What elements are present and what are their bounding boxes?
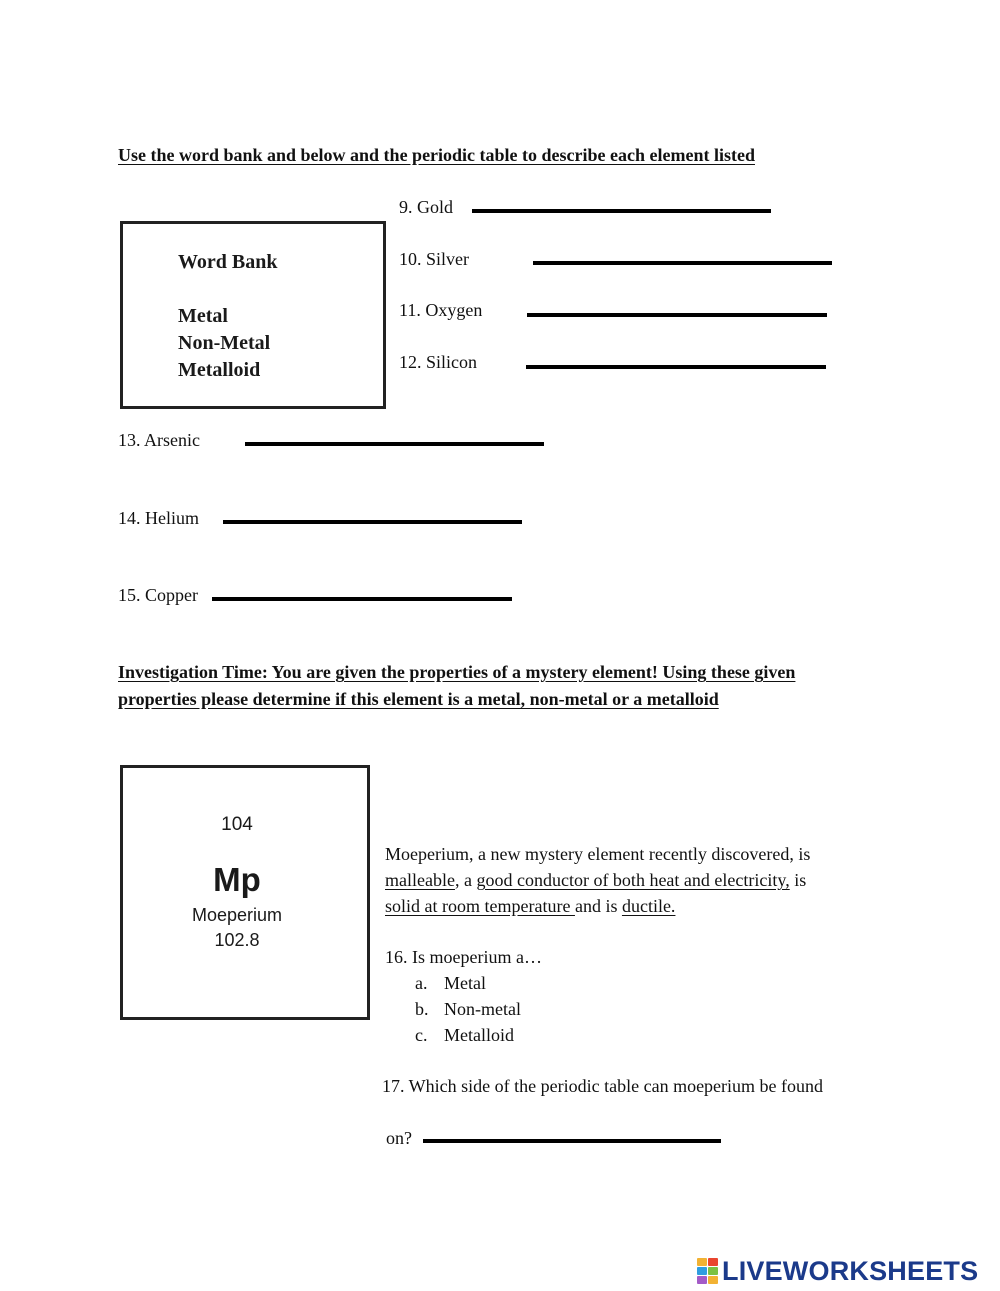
description-line-2 — [385, 867, 806, 893]
element-tile — [120, 765, 370, 1020]
question-15-label: 15. Copper — [118, 585, 198, 605]
question-17-prompt: 17. Which side of the periodic table can moeperium be found — [382, 1076, 824, 1096]
liveworksheets-logo — [697, 1255, 978, 1287]
element-atomic-mass: 102.8 — [214, 930, 260, 950]
element-atomic-number: 104 — [221, 814, 253, 835]
question-15-answer-line[interactable] — [212, 597, 512, 601]
logo-block — [708, 1267, 718, 1275]
question-13-label: 13. Arsenic — [118, 430, 200, 450]
question-12-answer-line[interactable] — [526, 365, 826, 369]
question-16-option-b[interactable] — [415, 996, 521, 1022]
word-bank-title: Word Bank — [178, 251, 278, 273]
question-10-answer-line[interactable] — [533, 261, 832, 265]
logo-blocks-icon — [697, 1258, 719, 1284]
option-text: Metal — [444, 973, 486, 993]
question-17-continuation: on? — [386, 1128, 412, 1148]
logo-block — [697, 1267, 707, 1275]
word-bank-item-non-metal: Non-Metal — [178, 332, 271, 354]
word-bank-item-metalloid: Metalloid — [178, 359, 261, 381]
element-name: Moeperium — [191, 905, 283, 925]
option-text: Metalloid — [444, 1025, 514, 1045]
option-letter: c. — [415, 1025, 428, 1045]
property-malleable: malleable — [385, 870, 455, 890]
question-14-answer-line[interactable] — [223, 520, 522, 524]
description-line-3 — [385, 893, 675, 919]
option-text: Non-metal — [444, 999, 521, 1019]
element-symbol: Mp — [213, 861, 261, 898]
question-16-option-a[interactable] — [415, 970, 486, 996]
logo-text: LIVEWORKSHEETS — [722, 1255, 979, 1286]
question-16-prompt: 16. Is moeperium a… — [385, 947, 542, 967]
description-separator: is — [789, 870, 807, 890]
question-9-answer-line[interactable] — [472, 209, 771, 213]
question-12-label: 12. Silicon — [399, 352, 478, 372]
section-2-heading-line-1: Investigation Time: You are given the properties of a mystery element! Using these given — [118, 662, 796, 682]
section-1-heading: Use the word bank and below and the periodic table to describe each element listed — [118, 145, 755, 165]
property-conductor: good conductor of both heat and electricity, — [476, 870, 790, 890]
section-2-heading-line-2: properties please determine if this element is a metal, non-metal or a metalloid — [118, 689, 719, 709]
question-17-answer-line[interactable] — [423, 1139, 721, 1143]
question-9-label: 9. Gold — [399, 197, 453, 217]
description-line-1: Moeperium, a new mystery element recently discovered, is — [385, 844, 811, 864]
logo-block — [697, 1276, 707, 1284]
question-10-label: 10. Silver — [399, 249, 469, 269]
description-separator: , a — [454, 870, 477, 890]
option-letter: a. — [415, 973, 428, 993]
question-11-label: 11. Oxygen — [399, 300, 483, 320]
word-bank-box — [120, 221, 386, 409]
question-16-option-c[interactable] — [415, 1022, 514, 1048]
question-11-answer-line[interactable] — [527, 313, 827, 317]
property-ductile: ductile. — [621, 896, 676, 916]
question-13-answer-line[interactable] — [245, 442, 544, 446]
option-letter: b. — [415, 999, 429, 1019]
description-separator: and is — [574, 896, 622, 916]
logo-block — [708, 1258, 718, 1266]
logo-block — [697, 1258, 707, 1266]
property-solid: solid at room temperature — [385, 896, 575, 916]
question-14-label: 14. Helium — [118, 508, 199, 528]
word-bank-item-metal: Metal — [178, 305, 228, 327]
logo-block — [708, 1276, 718, 1284]
